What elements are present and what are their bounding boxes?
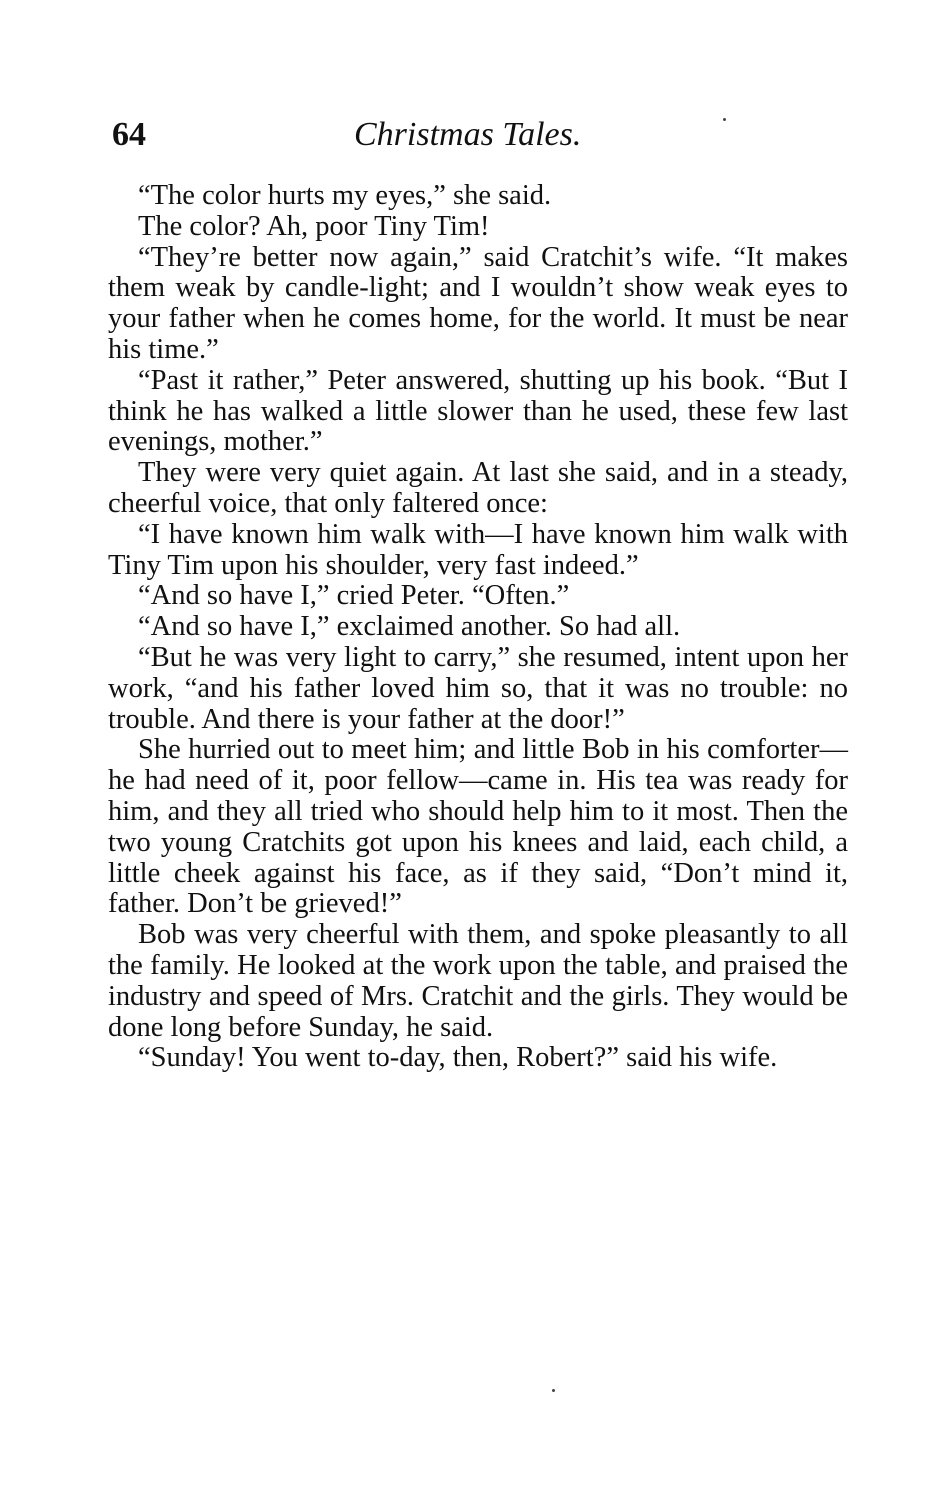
paragraph: “I have known him walk with—I have known him walk with Tiny Tim upon his shoulder, very fast indeed.”	[108, 518, 848, 581]
ink-speck	[723, 118, 726, 121]
paragraph: “The color hurts my eyes,” she said.	[138, 180, 552, 211]
running-head	[112, 110, 847, 160]
ink-speck	[552, 1389, 555, 1392]
paragraph: They were very quiet again. At last she said, and in a steady, cheerful voice, that only faltered once:	[108, 457, 848, 519]
paragraph: The color? Ah, poor Tiny Tim!	[138, 210, 490, 242]
paragraph: “And so have I,” exclaimed another. So had all.	[138, 611, 681, 643]
paragraph: Bob was very cheerful with them, and spoke pleasantly to all the family. He looked at the work upon the table, and praised the industry and speed of Mrs. Cratchit and the girls. They would be done long before Sunday, he said.	[108, 919, 848, 1043]
running-title: Christmas Tales.	[354, 116, 582, 153]
paragraph: “And so have I,” cried Peter. “Often.”	[138, 580, 570, 612]
paragraph: “But he was very light to carry,” she resumed, intent upon her work, “and his father loved him so, that it was no trouble: no trouble. And there is your father at the door!”	[108, 641, 848, 735]
paragraph: She hurried out to meet him; and little Bob in his comforter—he had need of it, poor fellow—came in. His tea was ready for him, and they all tried who should help him to it most. Then the two young Cratchits got upon his knees and laid, each child, a little cheek against his face, as if they said, “Don’t mind it, father. Don’t be grieved!”	[108, 734, 848, 920]
body-text	[108, 181, 848, 1074]
paragraph: “Sunday! You went to-day, then, Robert?” said his wife.	[138, 1042, 778, 1074]
page-number: 64	[112, 116, 146, 153]
paragraph: “They’re better now again,” said Cratchit’s wife. “It makes them weak by candle-light; and I wouldn’t show weak eyes to your father when he comes home, for the world. It must be near his time.”	[108, 241, 848, 365]
paragraph: “Past it rather,” Peter answered, shutting up his book. “But I think he has walked a little slower than he used, these few last evenings, mother.”	[108, 364, 848, 458]
